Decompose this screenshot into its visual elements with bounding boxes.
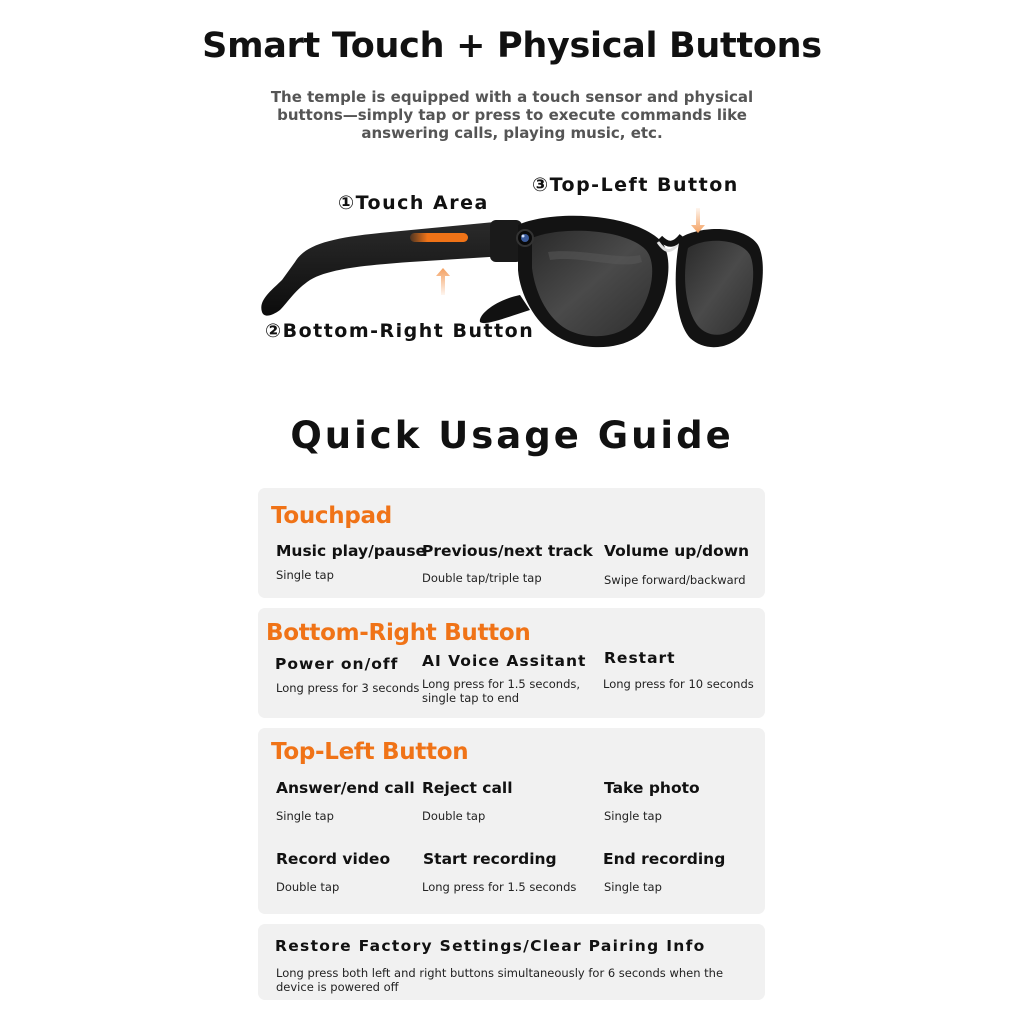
callout-top-left-button: ③Top-Left Button bbox=[532, 174, 739, 196]
arrow-up-icon bbox=[436, 268, 450, 295]
top-left-button-card bbox=[258, 728, 765, 914]
item-label: Answer/end call bbox=[276, 779, 415, 797]
item-label: Volume up/down bbox=[604, 542, 750, 560]
restore-card bbox=[258, 924, 765, 1000]
page-title: Smart Touch + Physical Buttons bbox=[202, 26, 822, 66]
item-desc: Single tap bbox=[276, 568, 334, 582]
card-title-touchpad: Touchpad bbox=[271, 503, 392, 529]
item-label: AI Voice Assitant bbox=[422, 652, 587, 670]
item-label: Music play/pause bbox=[276, 542, 427, 560]
callout-touch-area: ①Touch Area bbox=[338, 192, 489, 214]
item-label: Previous/next track bbox=[422, 542, 593, 560]
touchpad-card bbox=[258, 488, 765, 598]
item-desc: Long press for 1.5 seconds, single tap to end bbox=[422, 677, 581, 705]
section-heading: Quick Usage Guide bbox=[290, 414, 734, 457]
item-desc: Double tap bbox=[276, 880, 340, 894]
callout-bottom-right-button: ②Bottom-Right Button bbox=[265, 320, 535, 342]
card-title-top-left: Top-Left Button bbox=[271, 739, 469, 765]
item-label: Reject call bbox=[422, 779, 513, 797]
item-desc: Long press for 10 seconds bbox=[603, 677, 754, 691]
temple-arm bbox=[261, 220, 520, 316]
item-desc: Single tap bbox=[276, 809, 334, 823]
touch-strip bbox=[410, 233, 468, 242]
item-desc: Long press for 1.5 seconds bbox=[422, 880, 577, 894]
page-subtitle: The temple is equipped with a touch sensor and physical buttons—simply tap or press to execute commands like answering calls, playing music, etc. bbox=[270, 88, 754, 142]
far-temple-arm bbox=[480, 295, 530, 323]
restore-title: Restore Factory Settings/Clear Pairing Info bbox=[275, 937, 706, 955]
item-desc: Double tap bbox=[422, 809, 486, 823]
item-desc: Single tap bbox=[604, 880, 662, 894]
card-title-bottom-right: Bottom-Right Button bbox=[266, 620, 531, 646]
item-desc: Swipe forward/backward bbox=[604, 573, 746, 587]
restore-desc: Long press both left and right buttons simultaneously for 6 seconds when the device is powered off bbox=[276, 966, 724, 994]
arrow-down-icon bbox=[691, 208, 705, 233]
item-label: Record video bbox=[276, 850, 391, 868]
item-desc: Long press for 3 seconds bbox=[276, 681, 420, 695]
item-label: Take photo bbox=[604, 779, 700, 797]
item-label: Power on/off bbox=[275, 655, 399, 673]
item-label: Restart bbox=[604, 649, 676, 667]
bottom-right-button-card bbox=[258, 608, 765, 718]
item-desc: Single tap bbox=[604, 809, 662, 823]
item-desc: Double tap/triple tap bbox=[422, 571, 542, 585]
item-label: Start recording bbox=[423, 850, 557, 868]
item-label: End recording bbox=[603, 850, 726, 868]
